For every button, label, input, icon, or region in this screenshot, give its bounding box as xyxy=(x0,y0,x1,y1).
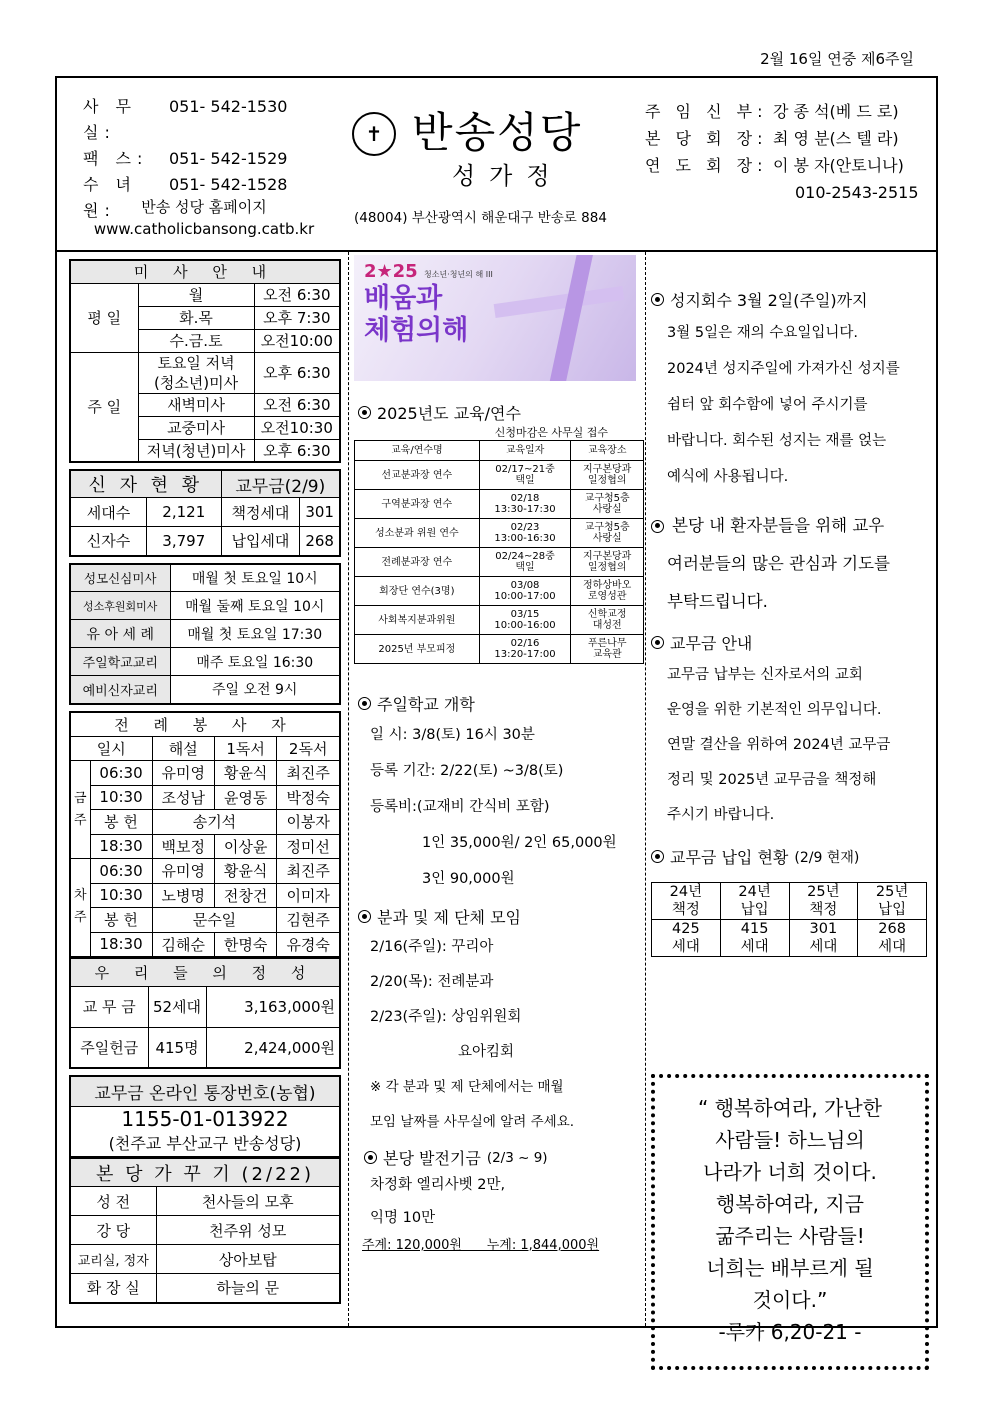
serve-time: 10:30 xyxy=(90,883,152,908)
edu-date: 02/18 13:30-17:30 xyxy=(479,490,571,519)
text-line: 등록비:(교재비 간식비 포함) xyxy=(370,799,550,815)
text-line: 2/23(주일): 상임위원회 xyxy=(370,1009,522,1025)
palms-body xyxy=(651,315,931,495)
edu-place: 푸른나무 교육관 xyxy=(571,635,644,664)
edu-name: 사회복지분과위원 xyxy=(355,606,480,635)
members-table xyxy=(69,469,341,557)
deco-place: 성 전 xyxy=(70,1187,156,1216)
special-mass-name: 성모신심미사 xyxy=(70,564,170,592)
youth-year-banner xyxy=(354,255,636,381)
right-column xyxy=(651,288,931,1344)
text-line: 요아킴회 xyxy=(458,1044,515,1060)
mass-day: 화.목 xyxy=(138,306,254,329)
serve-name: 송기석 xyxy=(152,810,277,835)
serve-name: 최진주 xyxy=(277,761,340,786)
scripture-quote-box xyxy=(651,1074,929,1370)
quote-line: 것이다.” xyxy=(752,1288,828,1312)
special-mass-name: 예비신자교리 xyxy=(70,676,170,704)
deco-place: 화 장 실 xyxy=(70,1274,156,1303)
church-subtitle: 성가정 xyxy=(452,162,564,190)
education-title: 2025년도 교육/연수 xyxy=(354,401,644,424)
mass-time: 오전 6:30 xyxy=(254,283,340,306)
text-line: 등록 기간: 2/22(토) ~3/8(토) xyxy=(370,763,564,779)
quote-line: 너희는 배부르게 될 xyxy=(706,1256,874,1280)
edu-header: 교육장소 xyxy=(571,441,644,461)
banner-year: 2★25 청소년·청년의 해 III xyxy=(364,261,493,282)
text-line: 바랍니다. 회수된 성지는 재를 얹는 xyxy=(667,433,887,449)
servers-header: 2독서 xyxy=(277,736,340,761)
mass-time: 오후 6:30 xyxy=(254,352,340,393)
mass-time: 오전 6:30 xyxy=(254,393,340,416)
deco-place: 교리실, 정자 xyxy=(70,1245,156,1274)
text-line: 부탁드립니다. xyxy=(667,592,768,611)
edu-name: 선교분과장 연수 xyxy=(355,461,480,490)
edu-date: 03/15 10:00-16:00 xyxy=(479,606,571,635)
text-line: 교무금 납부는 신자로서의 교회 xyxy=(667,667,863,683)
left-column xyxy=(69,259,341,1304)
special-mass-when: 매월 둘째 토요일 10시 xyxy=(170,592,340,620)
header xyxy=(57,78,936,252)
serve-name: 유미영 xyxy=(152,761,214,786)
serve-time: 06:30 xyxy=(90,859,152,884)
church-address: (48004) 부산광역시 해운대구 반송로 884 xyxy=(354,210,607,226)
text-line: 운영을 위한 기본적인 의무입니다. xyxy=(667,702,882,718)
member-label: 세대수 xyxy=(70,498,146,527)
text-line: 3인 90,000원 xyxy=(422,871,515,887)
mass-day: 수.금.토 xyxy=(138,329,254,352)
homepage-label: 반송 성당 홈페이지 xyxy=(141,198,267,216)
fund-total: 주계: 120,000원 누계: 1,844,000원 xyxy=(362,1238,600,1253)
text-line: 여러분들의 많은 관심과 기도를 xyxy=(667,554,890,573)
cross-icon xyxy=(550,255,595,381)
serve-name: 문수일 xyxy=(152,908,277,933)
dues-value: 301 세대 xyxy=(789,920,858,957)
bullet-icon xyxy=(358,910,371,923)
bullet-icon xyxy=(358,406,371,419)
offering-table xyxy=(69,958,341,1070)
edu-place: 교구청5층 사랑실 xyxy=(571,490,644,519)
serve-name: 백보정 xyxy=(152,834,214,859)
edu-name: 전례분과장 연수 xyxy=(355,548,480,577)
edu-name: 2025년 부모피정 xyxy=(355,635,480,664)
serve-name: 김현주 xyxy=(277,908,340,933)
servers-title: 전 례 봉 사 자 xyxy=(70,712,340,737)
member-value: 301 xyxy=(300,498,340,527)
special-mass-name: 유 아 세 례 xyxy=(70,620,170,648)
sunday-school-title: 주일학교 개학 xyxy=(354,692,644,715)
text-line: 익명 10만 xyxy=(370,1210,436,1226)
banner-decoration xyxy=(494,286,625,318)
text-line: 정리 및 2025년 교무금을 책정해 xyxy=(667,772,877,788)
date-line: 2월 16일 연중 제6주일 xyxy=(760,50,914,68)
banner-headline: 배움과 체험의해 xyxy=(364,283,469,346)
staff-label: 본 당 회 장: xyxy=(645,129,768,148)
mass-day: 저녁(청년)미사 xyxy=(138,439,254,462)
quote-reference: -루카 6,20-21 - xyxy=(718,1320,862,1344)
edu-place: 지구본당과 일정협의 xyxy=(571,548,644,577)
text-line: ※ 각 분과 및 제 단체에서는 매월 xyxy=(370,1079,564,1095)
finance-count: 52세대 xyxy=(148,986,206,1027)
serve-name: 이봉자 xyxy=(277,810,340,835)
bank-account-box xyxy=(69,1075,341,1158)
edu-date: 02/16 13:20-17:00 xyxy=(479,635,571,664)
dues-status-table xyxy=(651,882,927,957)
text-line: 2024년 성지주일에 가져가신 성지를 xyxy=(667,361,900,377)
bullet-icon xyxy=(651,850,664,863)
mass-schedule-table xyxy=(69,259,341,463)
contact-value: 051- 542-1530 xyxy=(169,97,288,116)
servers-header: 해설 xyxy=(152,736,214,761)
serve-name: 황윤식 xyxy=(214,859,276,884)
staff-info xyxy=(645,98,919,206)
middle-column xyxy=(354,255,644,1257)
mass-time: 오전10:30 xyxy=(254,416,340,439)
member-label: 신자수 xyxy=(70,527,146,556)
mass-day: 토요일 저녁 (청소년)미사 xyxy=(138,352,254,393)
this-week-label: 금 주 xyxy=(70,761,90,859)
mass-time: 오후 7:30 xyxy=(254,306,340,329)
column-divider xyxy=(348,252,349,1326)
homepage xyxy=(69,196,339,240)
members-title: 신 자 현 황 xyxy=(70,470,221,498)
contact-value: 051- 542-1528 xyxy=(169,175,288,194)
contact-label: 수 녀 원: xyxy=(83,175,137,220)
mass-day: 새벽미사 xyxy=(138,393,254,416)
dues-header: 25년 책정 xyxy=(789,883,858,920)
text-line: 쉼터 앞 회수함에 넣어 주시기를 xyxy=(667,397,868,413)
dues-info-title: 교무금 안내 xyxy=(651,631,931,654)
mass-title: 미 사 안 내 xyxy=(70,260,340,283)
quote-line: 나라가 너희 것이다. xyxy=(703,1160,877,1184)
education-note: 신청마감은 사무실 접수 xyxy=(494,426,608,439)
special-mass-when: 매주 토요일 16:30 xyxy=(170,648,340,676)
serve-name: 황윤식 xyxy=(214,761,276,786)
staff-value: 이 봉 자(안토니나) xyxy=(773,156,904,175)
edu-name: 회장단 연수(3명) xyxy=(355,577,480,606)
text-line: 주시기 바랍니다. xyxy=(667,807,775,823)
serve-name: 조성남 xyxy=(152,785,214,810)
bullet-icon xyxy=(358,697,371,710)
serve-time: 봉 헌 xyxy=(90,810,152,835)
deco-place: 강 당 xyxy=(70,1216,156,1245)
deco-who: 상아보탑 xyxy=(156,1245,340,1274)
member-value: 268 xyxy=(300,527,340,556)
text-line: 2/20(목): 전례분과 xyxy=(370,974,494,990)
bank-title: 교무금 온라인 통장번호(농협) xyxy=(71,1077,339,1107)
staff-label: 연 도 회 장: xyxy=(645,156,768,175)
edu-date: 02/24~28중 택일 xyxy=(479,548,571,577)
serve-time: 18:30 xyxy=(90,834,152,859)
special-mass-name: 성소후원회미사 xyxy=(70,592,170,620)
servers-header: 1독서 xyxy=(214,736,276,761)
mass-time: 오전10:00 xyxy=(254,329,340,352)
member-value: 2,121 xyxy=(146,498,221,527)
next-week-label: 차 주 xyxy=(70,859,90,957)
finance-title: 우 리 들 의 정 성 xyxy=(70,958,340,986)
staff-value: 최 영 분(스 텔 라) xyxy=(773,129,899,148)
finance-amount: 2,424,000원 xyxy=(206,1027,340,1068)
church-emblem-icon: ✝ xyxy=(352,112,396,156)
mass-day: 월 xyxy=(138,283,254,306)
contact-label: 사 무 실: xyxy=(83,97,137,142)
serve-name: 박정숙 xyxy=(277,785,340,810)
bullet-icon xyxy=(651,293,664,306)
special-mass-table xyxy=(69,563,341,705)
special-mass-when: 주일 오전 9시 xyxy=(170,676,340,704)
meetings-title: 분과 및 제 단체 모임 xyxy=(354,905,644,928)
quote-line: 사람들! 하느님의 xyxy=(715,1128,865,1152)
member-label: 책정세대 xyxy=(221,498,300,527)
edu-header: 교육/연수명 xyxy=(355,441,480,461)
bank-number: 1155-01-013922 xyxy=(121,1107,289,1131)
edu-place: 지구본당과 일정협의 xyxy=(571,461,644,490)
text-line: 모임 날짜를 사무실에 알려 주세요. xyxy=(370,1114,575,1130)
liturgy-servers-table xyxy=(69,711,341,958)
text-line: 2/16(주일): 꾸리아 xyxy=(370,939,494,955)
mass-day: 교중미사 xyxy=(138,416,254,439)
dues-value: 425 세대 xyxy=(652,920,721,957)
decorating-title: 본 당 가 꾸 기 (2/22) xyxy=(70,1159,340,1187)
bullet-icon xyxy=(651,636,664,649)
serve-name: 최진주 xyxy=(277,859,340,884)
special-mass-name: 주일학교교리 xyxy=(70,648,170,676)
servers-header: 일시 xyxy=(70,736,152,761)
serve-name: 윤영동 xyxy=(214,785,276,810)
finance-count: 415명 xyxy=(148,1027,206,1068)
finance-label: 교 무 금 xyxy=(70,986,148,1027)
sick-prayer-notice xyxy=(651,507,931,621)
text-line: 차정화 엘리사벳 2만, xyxy=(370,1177,506,1193)
bullet-icon xyxy=(651,520,664,533)
column-divider xyxy=(645,252,646,1326)
education-table xyxy=(354,440,644,664)
dues-header: 25년 납입 xyxy=(858,883,927,920)
edu-name: 구역분과장 연수 xyxy=(355,490,480,519)
text-line: 연말 결산을 위하여 2024년 교무금 xyxy=(667,737,891,753)
edu-place: 신학교정 대성전 xyxy=(571,606,644,635)
text-line: 1인 35,000원/ 2인 65,000원 xyxy=(422,835,617,851)
edu-header: 교육일자 xyxy=(479,441,571,461)
serve-name: 노병명 xyxy=(152,883,214,908)
staff-label: 주 임 신 부: xyxy=(645,102,768,121)
finance-label: 주일헌금 xyxy=(70,1027,148,1068)
bullet-icon xyxy=(364,1151,377,1164)
serve-name: 이미자 xyxy=(277,883,340,908)
mass-time: 오후 6:30 xyxy=(254,439,340,462)
deco-who: 천주위 성모 xyxy=(156,1216,340,1245)
sunday-label: 주 일 xyxy=(70,352,138,462)
finance-amount: 3,163,000원 xyxy=(206,986,340,1027)
sunday-school-body xyxy=(354,717,644,897)
bulletin-frame xyxy=(55,76,938,1344)
dues-header: 24년 납입 xyxy=(720,883,789,920)
dues-value: 415 세대 xyxy=(720,920,789,957)
text-line: 본당 내 환자분들을 위해 교우 xyxy=(672,516,885,535)
deco-who: 천사들의 모후 xyxy=(156,1187,340,1216)
fund-body xyxy=(354,1169,644,1257)
serve-name: 유미영 xyxy=(152,859,214,884)
serve-time: 봉 헌 xyxy=(90,908,152,933)
edu-place: 교구청5층 사랑실 xyxy=(571,519,644,548)
special-mass-when: 매월 첫 토요일 17:30 xyxy=(170,620,340,648)
serve-name: 김해순 xyxy=(152,932,214,957)
quote-line: 굶주리는 사람들! xyxy=(715,1224,865,1248)
deco-who: 하늘의 문 xyxy=(156,1274,340,1303)
special-mass-when: 매월 첫 토요일 10시 xyxy=(170,564,340,592)
bank-holder: (천주교 부산교구 반송성당) xyxy=(108,1134,302,1153)
edu-date: 03/08 10:00-17:00 xyxy=(479,577,571,606)
serve-name: 유경숙 xyxy=(277,932,340,957)
palms-title: 성지회수 3월 2일(주일)까지 xyxy=(651,288,931,311)
quote-line: 행복하여라, 지금 xyxy=(716,1192,864,1216)
dues-info-body xyxy=(651,658,931,833)
weekday-label: 평 일 xyxy=(70,283,138,352)
dues-value: 268 세대 xyxy=(858,920,927,957)
edu-place: 정하상바오 로영성관 xyxy=(571,577,644,606)
text-line: 일 시: 3/8(토) 16시 30분 xyxy=(370,727,535,743)
edu-date: 02/23 13:00-16:30 xyxy=(479,519,571,548)
serve-name: 이상윤 xyxy=(214,834,276,859)
member-label: 납입세대 xyxy=(221,527,300,556)
edu-date: 02/17~21중 택일 xyxy=(479,461,571,490)
serve-time: 10:30 xyxy=(90,785,152,810)
dues-header: 24년 책정 xyxy=(652,883,721,920)
text-line: 예식에 사용됩니다. xyxy=(667,469,789,485)
serve-name: 정미선 xyxy=(277,834,340,859)
quote-line: “ 행복하여라, 가난한 xyxy=(698,1096,882,1120)
serve-time: 18:30 xyxy=(90,932,152,957)
church-name: 반송성당 xyxy=(412,108,583,157)
dues-title: 교무금(2/9) xyxy=(221,470,340,498)
member-value: 3,797 xyxy=(146,527,221,556)
meetings-body xyxy=(354,930,644,1140)
edu-name: 성소분과 위원 연수 xyxy=(355,519,480,548)
decorating-table xyxy=(69,1158,341,1304)
fund-title: 본당 발전기금 (2/3 ~ 9) xyxy=(354,1146,644,1169)
text-line: 3월 5일은 재의 수요일입니다. xyxy=(667,325,858,341)
contact-label: 팩 스: xyxy=(83,149,149,168)
staff-phone: 010-2543-2515 xyxy=(795,183,919,202)
homepage-url[interactable]: www.catholicbansong.catb.kr xyxy=(93,220,315,238)
serve-name: 전창건 xyxy=(214,883,276,908)
contact-value: 051- 542-1529 xyxy=(169,149,288,168)
serve-name: 한명숙 xyxy=(214,932,276,957)
serve-time: 06:30 xyxy=(90,761,152,786)
staff-value: 강 종 석(베 드 로) xyxy=(773,102,899,121)
dues-status-title: 교무금 납입 현황 (2/9 현재) xyxy=(651,845,931,868)
